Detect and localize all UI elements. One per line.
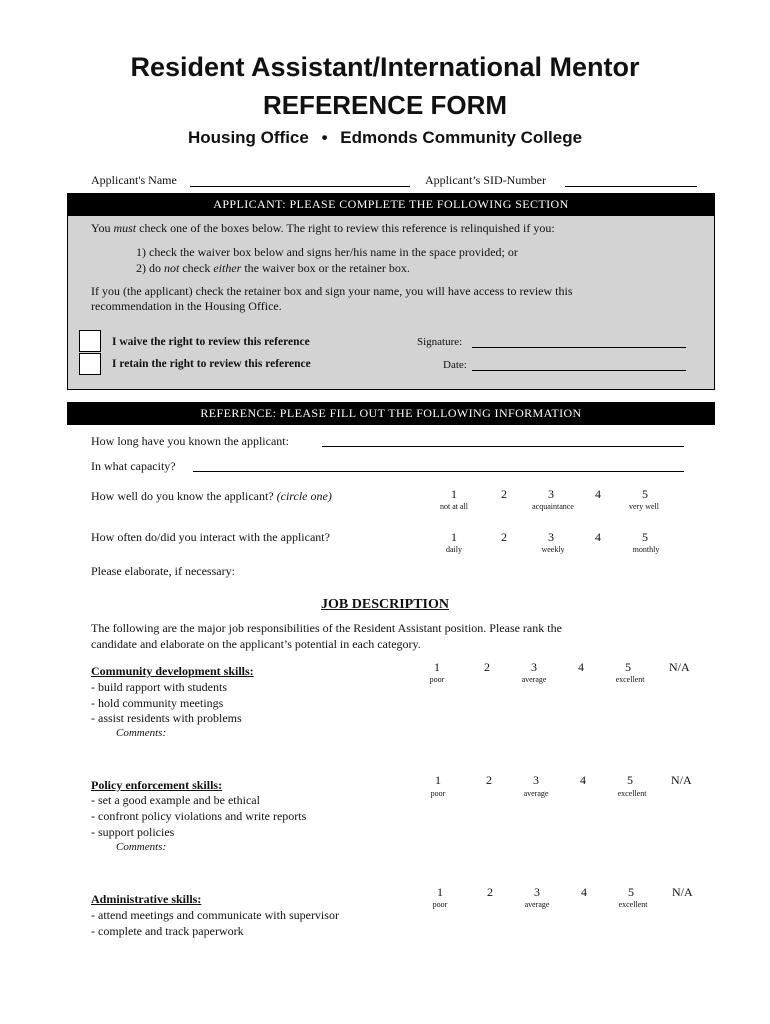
signature-field[interactable]	[472, 347, 686, 348]
applicant-sid-field[interactable]	[565, 186, 697, 187]
how-often-label-mid: weekly	[541, 545, 565, 554]
rating-option-3[interactable]: 3	[531, 660, 537, 674]
rating-option-5[interactable]: 5	[628, 885, 634, 899]
how-often-option-3[interactable]: 3	[548, 530, 554, 544]
applicant-sid-label: Applicant’s SID-Number	[425, 173, 546, 187]
rating-option-na[interactable]: N/A	[672, 885, 693, 899]
skill-item: - attend meetings and communicate with supervisor	[91, 908, 339, 922]
skill-item: - confront policy violations and write reports	[91, 809, 307, 823]
condition-1: 1) check the waiver box below and signs her/his name in the space provided; or	[136, 245, 518, 259]
how-well-option-5[interactable]: 5	[642, 487, 648, 501]
reference-section-bar: REFERENCE: PLEASE FILL OUT THE FOLLOWING INFORMATION	[67, 402, 715, 425]
how-well-option-2[interactable]: 2	[501, 487, 507, 501]
form-subtitle	[0, 128, 770, 148]
retainer-paragraph-line2: recommendation in the Housing Office.	[91, 299, 282, 313]
rating-option-3[interactable]: 3	[534, 885, 540, 899]
how-well-question	[91, 489, 332, 504]
signature-label: Signature:	[417, 336, 463, 348]
intro-post: check one of the boxes below. The right to review this reference is relinquished if you:	[136, 221, 555, 235]
comments-label: Comments:	[116, 727, 167, 739]
rating-label-poor: poor	[429, 675, 445, 684]
cond2-mid: check	[179, 261, 214, 275]
skill-title: Administrative skills:	[91, 892, 202, 906]
how-well-option-4[interactable]: 4	[595, 487, 601, 501]
rating-option-1[interactable]: 1	[434, 660, 440, 674]
condition-2	[136, 261, 410, 276]
retain-checkbox[interactable]	[79, 353, 101, 375]
retainer-paragraph-line1: If you (the applicant) check the retainer box and sign your name, you will have access to review this	[91, 284, 573, 298]
rating-label-excellent: excellent	[615, 675, 645, 684]
subtitle-bullet: •	[321, 128, 328, 147]
rating-label-average: average	[524, 900, 550, 909]
skill-item: - complete and track paperwork	[91, 924, 244, 938]
how-long-field[interactable]	[322, 446, 684, 447]
waive-label: I waive the right to review this reference	[112, 336, 310, 348]
rating-option-4[interactable]: 4	[580, 773, 586, 787]
applicant-name-field[interactable]	[190, 186, 410, 187]
rating-option-4[interactable]: 4	[581, 885, 587, 899]
rating-label-excellent: excellent	[617, 789, 647, 798]
rating-label-average: average	[521, 675, 547, 684]
cond2-post: the waiver box or the retainer box.	[241, 261, 410, 275]
skill-title: Policy enforcement skills:	[91, 778, 223, 792]
rating-label-poor: poor	[430, 789, 446, 798]
applicant-name-label: Applicant's Name	[91, 173, 177, 187]
how-well-label-low: not at all	[440, 502, 468, 511]
rating-option-2[interactable]: 2	[484, 660, 490, 674]
capacity-label: In what capacity?	[91, 459, 176, 473]
rating-option-na[interactable]: N/A	[669, 660, 690, 674]
job-intro-line1: The following are the major job responsibilities of the Resident Assistant position. Please rank the	[91, 621, 562, 635]
subtitle-office: Housing Office	[187, 128, 309, 147]
how-well-text: How well do you know the applicant?	[91, 489, 274, 503]
job-intro-line2: candidate and elaborate on the applicant’s potential in each category.	[91, 637, 421, 651]
how-well-label-high: very well	[629, 502, 659, 511]
how-often-question: How often do/did you interact with the applicant?	[91, 530, 330, 544]
rating-option-2[interactable]: 2	[487, 885, 493, 899]
elaborate-label: Please elaborate, if necessary:	[91, 564, 235, 578]
how-often-option-4[interactable]: 4	[595, 530, 601, 544]
rating-option-1[interactable]: 1	[437, 885, 443, 899]
rating-option-1[interactable]: 1	[435, 773, 441, 787]
intro-must: must	[113, 221, 137, 235]
how-well-option-1[interactable]: 1	[451, 487, 457, 501]
how-long-label: How long have you known the applicant:	[91, 434, 289, 448]
skill-item: - assist residents with problems	[91, 711, 242, 725]
how-often-label-high: monthly	[632, 545, 660, 554]
subtitle-college: Edmonds Community College	[340, 128, 583, 147]
rating-label-excellent: excellent	[618, 900, 648, 909]
how-well-label-mid: acquaintance	[532, 502, 574, 511]
skill-item: - hold community meetings	[91, 696, 224, 710]
job-description-heading: JOB DESCRIPTION	[321, 597, 449, 612]
cond2-pre: 2) do	[136, 261, 164, 275]
rating-option-5[interactable]: 5	[627, 773, 633, 787]
cond2-either: either	[213, 261, 242, 275]
how-well-option-3[interactable]: 3	[548, 487, 554, 501]
form-title-line1: Resident Assistant/International Mentor	[130, 52, 640, 82]
skill-item: - set a good example and be ethical	[91, 793, 260, 807]
applicant-section-bar: APPLICANT: PLEASE COMPLETE THE FOLLOWING SECTION	[67, 193, 715, 215]
capacity-field[interactable]	[193, 471, 684, 472]
applicant-intro	[91, 221, 555, 236]
circle-one-note: (circle one)	[276, 489, 332, 503]
waive-checkbox[interactable]	[79, 330, 101, 352]
how-often-label-low: daily	[446, 545, 462, 554]
how-often-option-2[interactable]: 2	[501, 530, 507, 544]
date-label: Date:	[443, 359, 467, 371]
form-title-line2: REFERENCE FORM	[262, 90, 508, 120]
date-field[interactable]	[472, 370, 686, 371]
rating-option-5[interactable]: 5	[625, 660, 631, 674]
intro-pre: You	[91, 221, 114, 235]
how-often-option-1[interactable]: 1	[451, 530, 457, 544]
skill-item: - build rapport with students	[91, 680, 227, 694]
skill-title: Community development skills:	[91, 664, 254, 678]
skill-item: - support policies	[91, 825, 175, 839]
how-often-option-5[interactable]: 5	[642, 530, 648, 544]
rating-label-poor: poor	[432, 900, 448, 909]
rating-option-3[interactable]: 3	[533, 773, 539, 787]
cond2-not: not	[164, 261, 180, 275]
rating-label-average: average	[523, 789, 549, 798]
rating-option-4[interactable]: 4	[578, 660, 584, 674]
comments-label: Comments:	[116, 841, 167, 853]
rating-option-2[interactable]: 2	[486, 773, 492, 787]
rating-option-na[interactable]: N/A	[671, 773, 692, 787]
retain-label: I retain the right to review this reference	[112, 358, 311, 370]
